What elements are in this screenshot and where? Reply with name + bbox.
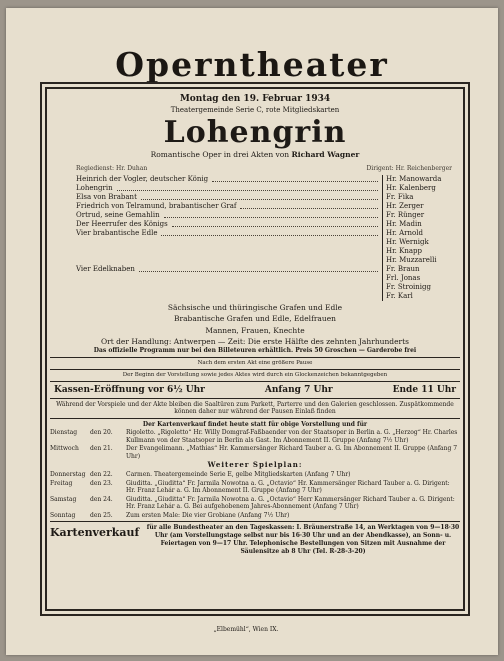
cast-row (76, 229, 454, 265)
cast-actor: Fr. Rünger (386, 210, 425, 219)
composer: Richard Wagner (291, 150, 360, 159)
printer-imprint: „Elbemühl“, Wien IX. (213, 626, 279, 633)
cast-role: Heinrich der Vogler, deutscher König (76, 174, 209, 183)
schedule-day: Mittwoch (50, 445, 79, 453)
end-time: Ende 11 Uhr (392, 384, 456, 395)
schedule-text: Giuditta. „Giuditta“ Fr. Jarmila Nowotna a. G. „Octavio“ Herr Kammersänger Richard Tauber a. G. Dirigent: Hr. Franz Lehár a. G. Bei aufgehobenem Jahres-Abonnement (Anfang 7 Uhr) (126, 495, 455, 511)
seats-note: Während der Vorspiele und der Akte bleiben die Saaltüren zum Parkett, Parterre und den Galerien geschlossen. Zuspätkommende können daher nur während der Pausen Einlaß finden (50, 398, 460, 419)
cast-actors (382, 184, 454, 193)
cast-row (76, 184, 454, 193)
advance-sale-note: Der Kartenverkauf findet heute statt für obige Vorstellung und für (142, 420, 368, 428)
cast-actor: Hr. Arnold (386, 228, 423, 237)
cast-row (76, 175, 454, 184)
box-office-section (50, 521, 460, 555)
cast-role: Vier brabantische Edle (76, 228, 158, 237)
signal-note: Der Beginn der Vorstellung sowie jedes Aktes wird durch ein Glockenzeichen bekanntgegeben (50, 372, 460, 382)
cast-role: Elsa von Brabant (76, 192, 137, 201)
direction-row (50, 165, 460, 173)
schedule-row (50, 496, 460, 511)
cast-role: Der Heerrufer des Königs (76, 219, 168, 228)
cast-actors (382, 202, 454, 211)
cast-actor: Hr. Kalenberg (386, 183, 436, 192)
cast-actor: Fr. Karl (386, 291, 413, 300)
cast-actor: Fr. Stroinigg (386, 282, 432, 291)
dot-leader (141, 193, 378, 200)
cast-actor: Fr. Braun (386, 264, 420, 273)
dot-leader (212, 175, 378, 182)
schedule-row (50, 512, 460, 520)
schedule-text: Der Evangelimann. „Mathias“ Hr. Kammersänger Richard Tauber a. G. Im Abonnement II. Gruppe (Anfang 7 Uhr) (126, 445, 458, 460)
further-schedule (50, 471, 460, 519)
schedule-day: Freitag (50, 479, 73, 487)
dot-leader (139, 265, 378, 272)
cast-actor: Hr. Madin (386, 219, 422, 228)
schedule-text: Giuditta. „Giuditta“ Fr. Jarmila Nowotna a. G. „Octavio“ Hr. Kammersänger Richard Tauber a. G. Dirigent: Hr. Franz Lehár a. G. Im Abonnement II. Gruppe (Anfang 7 Uhr) (126, 479, 450, 495)
cast-actor: Fr. Fika (386, 192, 414, 201)
cast-actors (382, 265, 454, 301)
place-time: Ort der Handlung: Antwerpen — Zeit: Die erste Hälfte des zehnten Jahrhunderts (101, 337, 409, 346)
opera-title: Lohengrin (163, 115, 347, 150)
box-office-text: für alle Bundestheater an den Tageskassen: I. Bräunerstraße 14, an Werktagen von 9—18·30 Uhr (am Vorstellungstage selbst nur bis 16·30 Uhr und an der Abendkasse), an Sonn- u. Feiertagen von 9—17 Uhr. Telephonische Bestellungen von Sitzen mit Ausnahme der Säulensitze ab 8 Uhr (Tel. R-28-3-20) (146, 524, 460, 555)
cast-list (50, 175, 460, 301)
schedule-date: den 24. (90, 495, 113, 503)
schedule-day: Donnerstag (50, 471, 86, 479)
ensemble-line: Brabantische Grafen und Edle, Edelfrauen (173, 314, 337, 324)
schedule-date: den 21. (90, 445, 113, 453)
advance-schedule (50, 429, 460, 460)
cast-row (76, 220, 454, 229)
cast-actors (382, 175, 454, 184)
cast-role: Friedrich von Telramund, brabantischer Graf (76, 201, 237, 210)
box-office-label: Kartenverkauf (50, 526, 140, 540)
schedule-text: Zum ersten Male: Die vier Grobiane (Anfang 7½ Uhr) (126, 511, 290, 519)
start-time: Anfang 7 Uhr (264, 384, 333, 395)
schedule-date: den 23. (90, 479, 113, 487)
conductor: Dirigent: Hr. Reichenberger (366, 165, 452, 173)
schedule-date: den 22. (90, 471, 113, 479)
cast-actor: Hr. Knapp (386, 246, 423, 255)
ensemble-line: Sächsische und thüringische Grafen und Edle (167, 302, 343, 312)
performance-date: Montag den 19. Februar 1934 (179, 94, 331, 104)
cast-actor: Frl. Jonas (386, 273, 421, 282)
dot-leader (164, 211, 378, 218)
theatre-name: Operntheater (115, 45, 389, 84)
schedule-day: Samstag (50, 495, 77, 503)
cast-actors (382, 229, 454, 265)
director: Regiedienst: Hr. Duhan (76, 165, 148, 173)
box-office-opening: Kassen-Eröffnung vor 6½ Uhr (54, 384, 205, 395)
schedule-row (50, 445, 460, 460)
schedule-text: Rigoletto. „Rigoletto“ Hr. Willy Domgraf-Faßbaender von der Staatsoper in Berlin a. G. „Herzog“ Hr. Charles Kullmann von der Staatsoper in Berlin als Gast. Im Abonnement II. Gruppe (Anfang 7½ Uhr) (126, 429, 458, 444)
cast-actors (382, 193, 454, 202)
cast-actor: Hr. Muzzarelli (386, 255, 437, 264)
schedule-row (50, 429, 460, 444)
schedule-row (50, 480, 460, 495)
dot-leader (240, 202, 378, 209)
subtitle-prefix: Romantische Oper in drei Akten von (150, 150, 290, 159)
further-schedule-heading: Weiterer Spielplan: (207, 460, 303, 470)
dot-leader (161, 229, 378, 236)
opera-subtitle (50, 150, 460, 159)
cast-row (76, 193, 454, 202)
cast-role: Lohengrin (76, 183, 113, 192)
performance-series: Theatergemeinde Serie C, rote Mitgliedskarten (170, 106, 340, 115)
cast-role: Ortrud, seine Gemahlin (76, 210, 160, 219)
program-note: Das offizielle Programm nur bei den Billeteuren erhältlich. Preis 50 Groschen — Garderobe frei (93, 347, 417, 355)
cast-row (76, 211, 454, 220)
times-row (50, 385, 460, 396)
schedule-date: den 25. (90, 511, 113, 519)
schedule-date: den 20. (90, 429, 113, 437)
dot-leader (172, 220, 378, 227)
cast-role: Vier Edelknaben (76, 264, 135, 273)
cast-row (76, 265, 454, 301)
cast-row (76, 202, 454, 211)
schedule-text: Carmen. Theatergemeinde Serie E, gelbe Mitgliedskarten (Anfang 7 Uhr) (126, 471, 351, 479)
intermission-note: Nach dem ersten Akt eine größere Pause (50, 357, 460, 370)
ensemble-line: Mannen, Frauen, Knechte (205, 325, 305, 335)
cast-actors (382, 211, 454, 220)
cast-actor: Hr. Wernigk (386, 237, 429, 246)
cast-actors (382, 220, 454, 229)
cast-actor: Hr. Manowarda (386, 174, 442, 183)
schedule-row (50, 471, 460, 479)
schedule-day: Dienstag (50, 429, 78, 437)
cast-actor: Hr. Zerger (386, 201, 424, 210)
schedule-day: Sonntag (50, 511, 76, 519)
program-content (50, 94, 460, 555)
dot-leader (117, 184, 378, 191)
